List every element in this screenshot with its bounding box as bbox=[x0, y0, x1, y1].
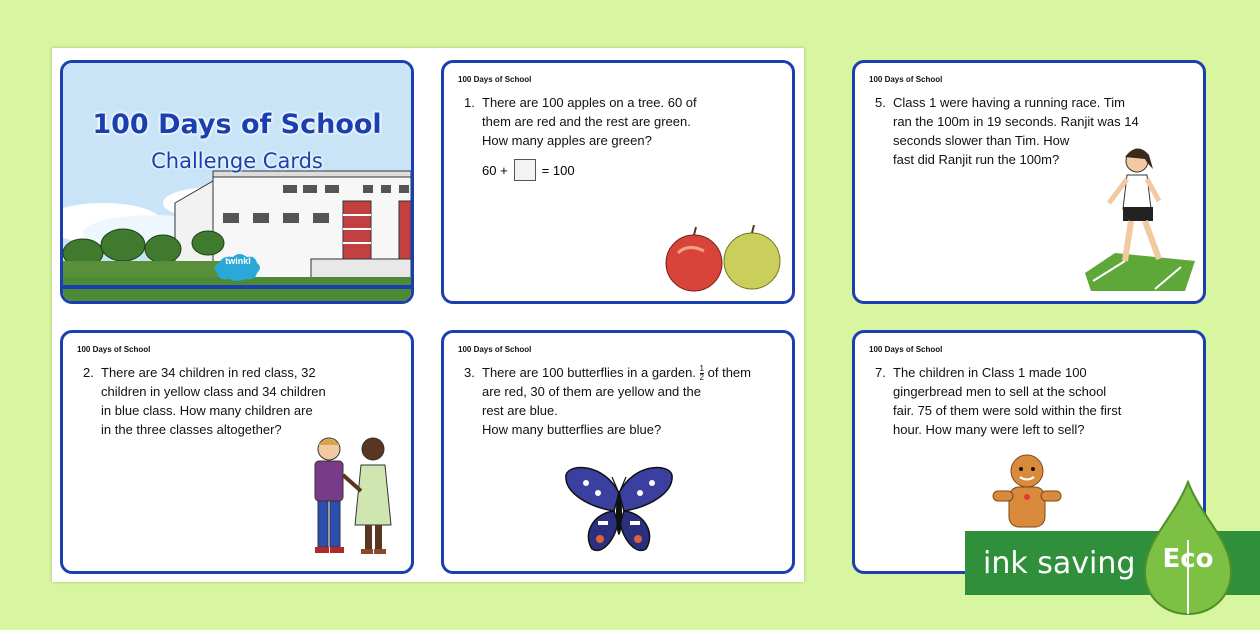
eco-badge: Eco bbox=[1162, 544, 1214, 574]
runner-illustration bbox=[1085, 143, 1195, 293]
question-text bbox=[875, 363, 1121, 439]
question-line: Class 1 were having a running race. Tim bbox=[893, 95, 1125, 110]
fraction bbox=[700, 365, 704, 382]
question-text bbox=[464, 363, 751, 439]
question-line: gingerbread men to sell at the school bbox=[893, 384, 1107, 399]
children-illustration bbox=[303, 435, 403, 565]
gingerbread-illustration bbox=[987, 453, 1067, 533]
cover-title: 100 Days of School bbox=[92, 109, 382, 140]
apples-illustration bbox=[660, 225, 790, 295]
question-number: 5. bbox=[875, 95, 886, 110]
answer-box bbox=[514, 159, 536, 181]
brand-logo: twinkl bbox=[225, 256, 251, 266]
card-header: 100 Days of School bbox=[77, 345, 151, 354]
question-text bbox=[464, 93, 697, 150]
equation-left: 60 + bbox=[482, 162, 508, 178]
card-header: 100 Days of School bbox=[869, 345, 943, 354]
question-line: fair. 75 of them were sold within the first bbox=[893, 403, 1122, 418]
question-line: ran the 100m in 19 seconds. Ranjit was 14 bbox=[893, 114, 1139, 129]
question-line: them are red and the rest are green. bbox=[482, 114, 691, 129]
question-line: hour. How many were left to sell? bbox=[893, 422, 1085, 437]
question-line: How many butterflies are blue? bbox=[482, 422, 662, 438]
question-number: 2. bbox=[83, 365, 94, 380]
question-number: 1. bbox=[464, 95, 475, 110]
question-line: seconds slower than Tim. How bbox=[893, 133, 1070, 148]
question-line: children in yellow class and 34 children bbox=[101, 384, 326, 399]
question-line: There are 34 children in red class, 32 bbox=[101, 365, 316, 380]
ink-saving-label: ink saving bbox=[983, 545, 1136, 581]
cover-subtitle: Challenge Cards bbox=[151, 149, 323, 173]
cover-card bbox=[60, 60, 414, 304]
challenge-card-5 bbox=[852, 60, 1206, 304]
question-line: The children in Class 1 made 100 bbox=[893, 365, 1087, 380]
question-line: How many apples are green? bbox=[482, 133, 652, 148]
question-line: are red, 30 of them are yellow and the bbox=[482, 384, 701, 400]
equation bbox=[482, 159, 575, 181]
card-header: 100 Days of School bbox=[458, 75, 532, 84]
question-number: 7. bbox=[875, 365, 886, 380]
question-line: rest are blue. bbox=[482, 403, 558, 419]
card-header: 100 Days of School bbox=[869, 75, 943, 84]
question-line: There are 100 butterflies in a garden. bbox=[482, 365, 696, 380]
butterfly-illustration bbox=[564, 463, 674, 558]
challenge-card-3 bbox=[441, 330, 795, 574]
question-line: There are 100 apples on a tree. 60 of bbox=[482, 95, 697, 110]
challenge-card-2 bbox=[60, 330, 414, 574]
fraction-denominator: 2 bbox=[699, 373, 704, 383]
question-line: fast did Ranjit run the 100m? bbox=[893, 152, 1060, 167]
question-line: of them bbox=[707, 365, 751, 380]
fraction-numerator: 1 bbox=[699, 364, 704, 374]
question-text bbox=[83, 363, 326, 439]
challenge-card-1 bbox=[441, 60, 795, 304]
question-line: in the three classes altogether? bbox=[101, 422, 282, 437]
question-line: in blue class. How many children are bbox=[101, 403, 313, 418]
card-header: 100 Days of School bbox=[458, 345, 532, 354]
question-number: 3. bbox=[464, 365, 475, 380]
equation-right: = 100 bbox=[541, 162, 575, 178]
